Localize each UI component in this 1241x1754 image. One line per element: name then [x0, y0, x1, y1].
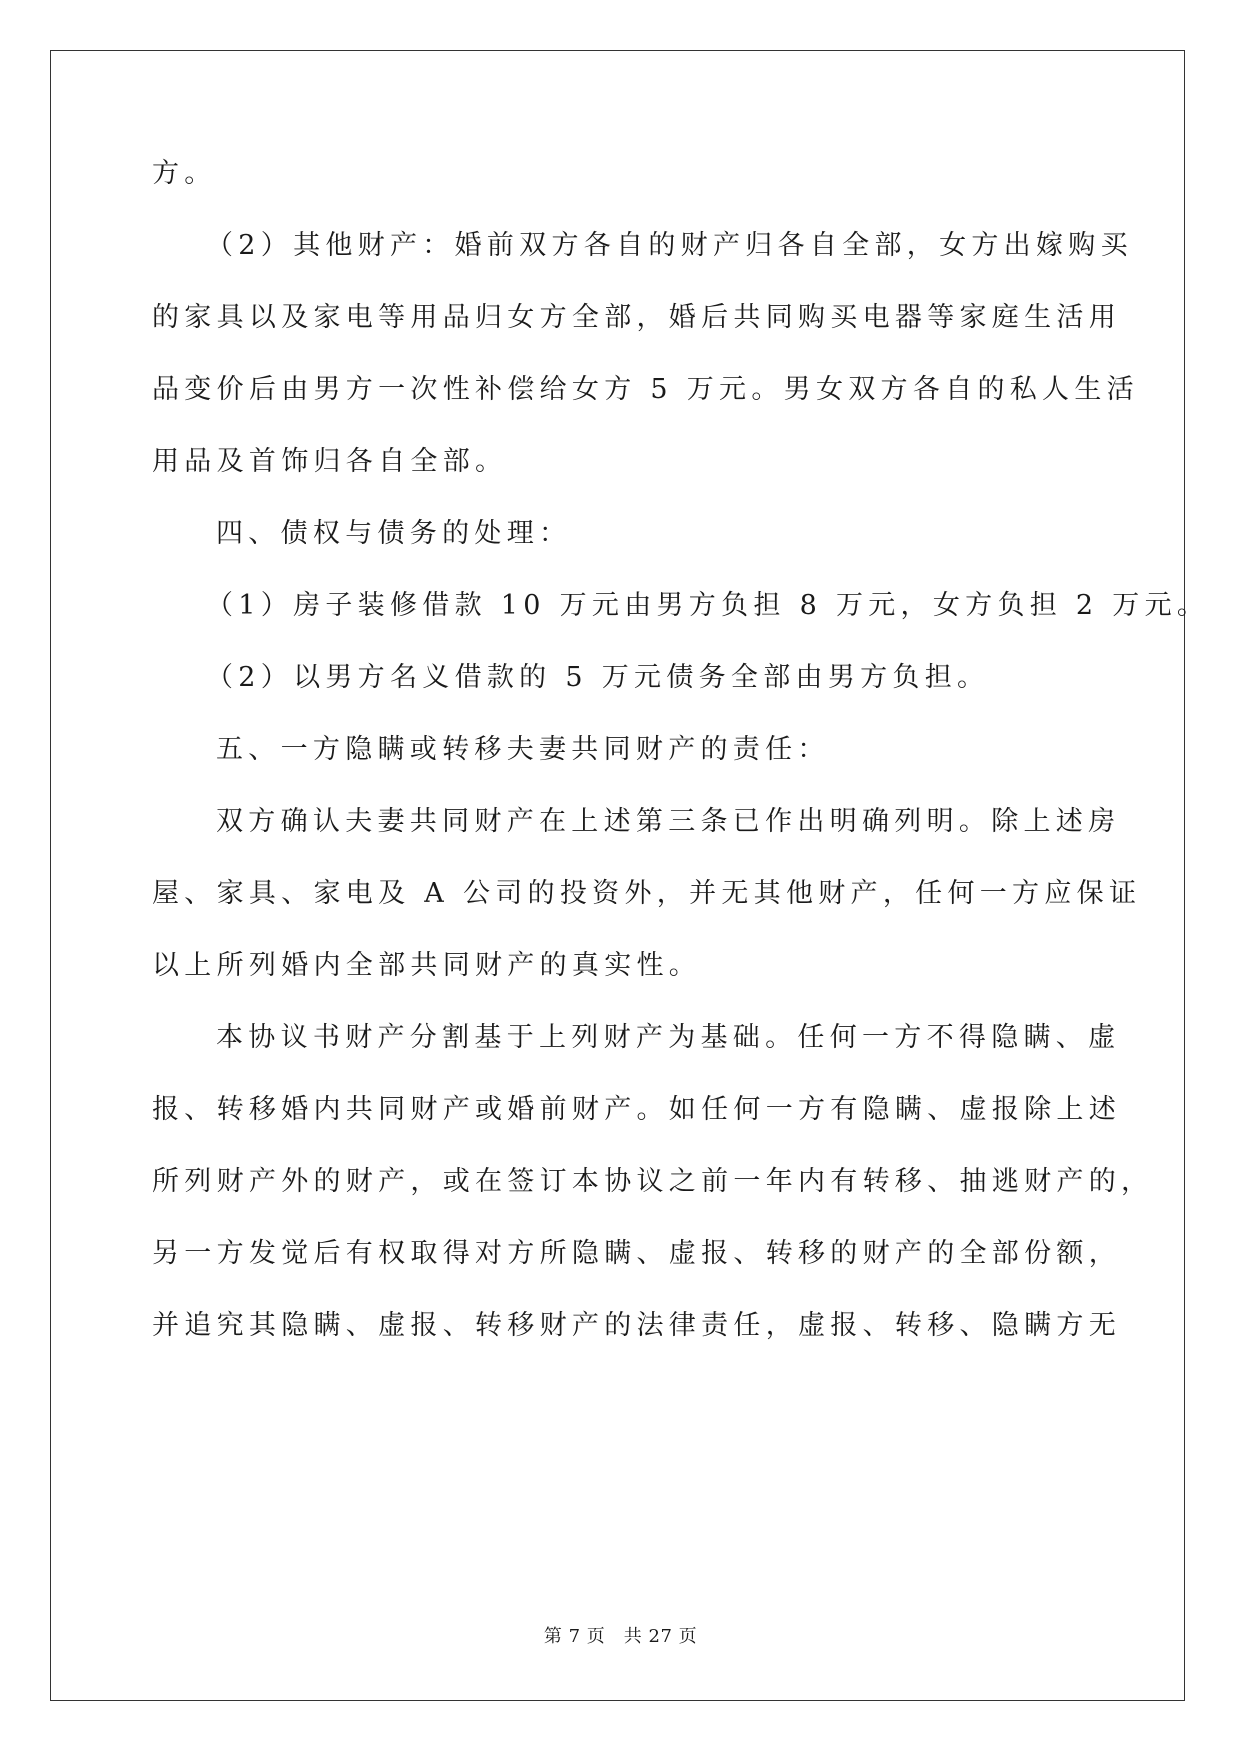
text-line: （2）其他财产：婚前双方各自的财产归各自全部，女方出嫁购买	[206, 230, 1133, 261]
section-heading: 四、债权与债务的处理：	[216, 518, 572, 549]
text-line: 并追究其隐瞒、虚报、转移财产的法律责任，虚报、转移、隐瞒方无	[152, 1310, 1121, 1341]
section-heading: 五、一方隐瞒或转移夫妻共同财产的责任：	[216, 734, 830, 765]
text-line: 另一方发觉后有权取得对方所隐瞒、虚报、转移的财产的全部份额，	[152, 1238, 1121, 1269]
text-line: 用品及首饰归各自全部。	[152, 446, 508, 477]
text-line: 双方确认夫妻共同财产在上述第三条已作出明确列明。除上述房	[216, 806, 1121, 837]
text-line: （2）以男方名义借款的 5 万元债务全部由男方负担。	[206, 662, 990, 693]
page-number-footer: 第 7 页 共 27 页	[543, 1626, 698, 1647]
text-line: 的家具以及家电等用品归女方全部，婚后共同购买电器等家庭生活用	[152, 302, 1121, 333]
text-line: （1）房子装修借款 10 万元由男方负担 8 万元，女方负担 2 万元。	[206, 590, 1210, 621]
text-line: 所列财产外的财产，或在签订本协议之前一年内有转移、抽逃财产的，	[152, 1166, 1154, 1197]
text-line: 品变价后由男方一次性补偿给女方 5 万元。男女双方各自的私人生活	[152, 374, 1139, 405]
text-line: 本协议书财产分割基于上列财产为基础。任何一方不得隐瞒、虚	[216, 1022, 1121, 1053]
text-line: 以上所列婚内全部共同财产的真实性。	[152, 950, 702, 981]
text-line: 方。	[152, 158, 217, 189]
text-line: 屋、家具、家电及 A 公司的投资外，并无其他财产，任何一方应保证	[152, 878, 1142, 909]
text-line: 报、转移婚内共同财产或婚前财产。如任何一方有隐瞒、虚报除上述	[152, 1094, 1121, 1125]
